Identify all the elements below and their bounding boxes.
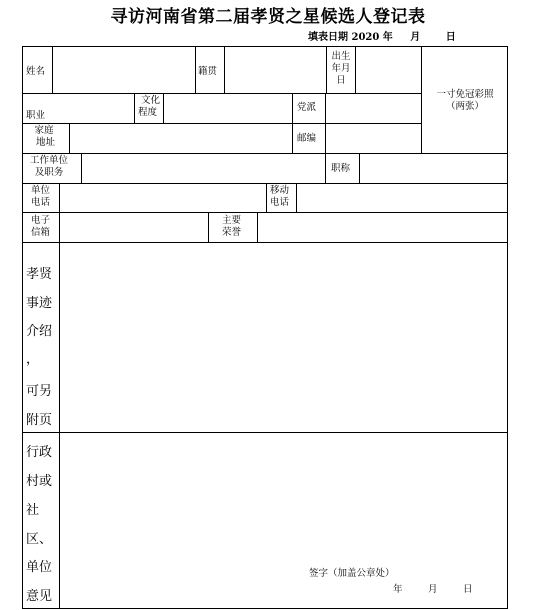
label-party: 党派 <box>297 102 317 113</box>
opinion-field[interactable] <box>60 433 507 608</box>
email-field[interactable] <box>60 213 208 242</box>
label-unit-phone: 单位 电话 <box>31 185 51 208</box>
label-home-address: 家庭 地址 <box>34 125 56 148</box>
home-address-field[interactable] <box>70 124 292 153</box>
signature-label: 签字（加盖公章处） <box>309 568 395 579</box>
unit-phone-field[interactable] <box>60 184 266 212</box>
party-field[interactable] <box>326 94 421 123</box>
signature-year: 年 <box>393 584 403 595</box>
name-field[interactable] <box>53 47 195 93</box>
fill-date-label: 填表日期 2020 年 <box>308 32 393 43</box>
label-name: 姓名 <box>26 66 46 77</box>
label-birth: 出生 年月 日 <box>331 51 351 86</box>
label-photo: 一寸免冠彩照 （两张） <box>436 89 494 112</box>
signature-day: 日 <box>463 584 473 595</box>
form-title: 寻访河南省第二届孝贤之星候选人登记表 <box>110 7 426 27</box>
label-native-place: 籍贯 <box>198 66 218 77</box>
signature-month: 月 <box>428 584 438 595</box>
label-email: 电子 信箱 <box>31 215 51 238</box>
work-unit-field[interactable] <box>82 154 325 183</box>
label-work-unit: 工作单位 及职务 <box>30 155 69 178</box>
label-title-rank: 职称 <box>331 163 351 174</box>
fill-date-day: 日 <box>445 32 456 43</box>
label-education: 文化 程度 <box>138 95 161 118</box>
label-occupation: 职业 <box>26 110 46 121</box>
honors-field[interactable] <box>258 213 507 242</box>
title-rank-field[interactable] <box>360 154 507 183</box>
fill-date <box>308 28 456 43</box>
label-honors: 主要 荣誉 <box>222 215 242 238</box>
native-place-field[interactable] <box>225 47 326 93</box>
postcode-field[interactable] <box>326 124 421 153</box>
label-postcode: 邮编 <box>297 133 317 144</box>
deeds-field[interactable] <box>60 243 507 432</box>
fill-date-month: 月 <box>410 32 421 43</box>
occupation-field[interactable] <box>53 94 134 123</box>
mobile-phone-field[interactable] <box>297 184 507 212</box>
label-mobile-phone: 移动 电话 <box>270 185 290 208</box>
birth-date-field[interactable] <box>356 47 421 93</box>
education-field[interactable] <box>164 94 292 123</box>
